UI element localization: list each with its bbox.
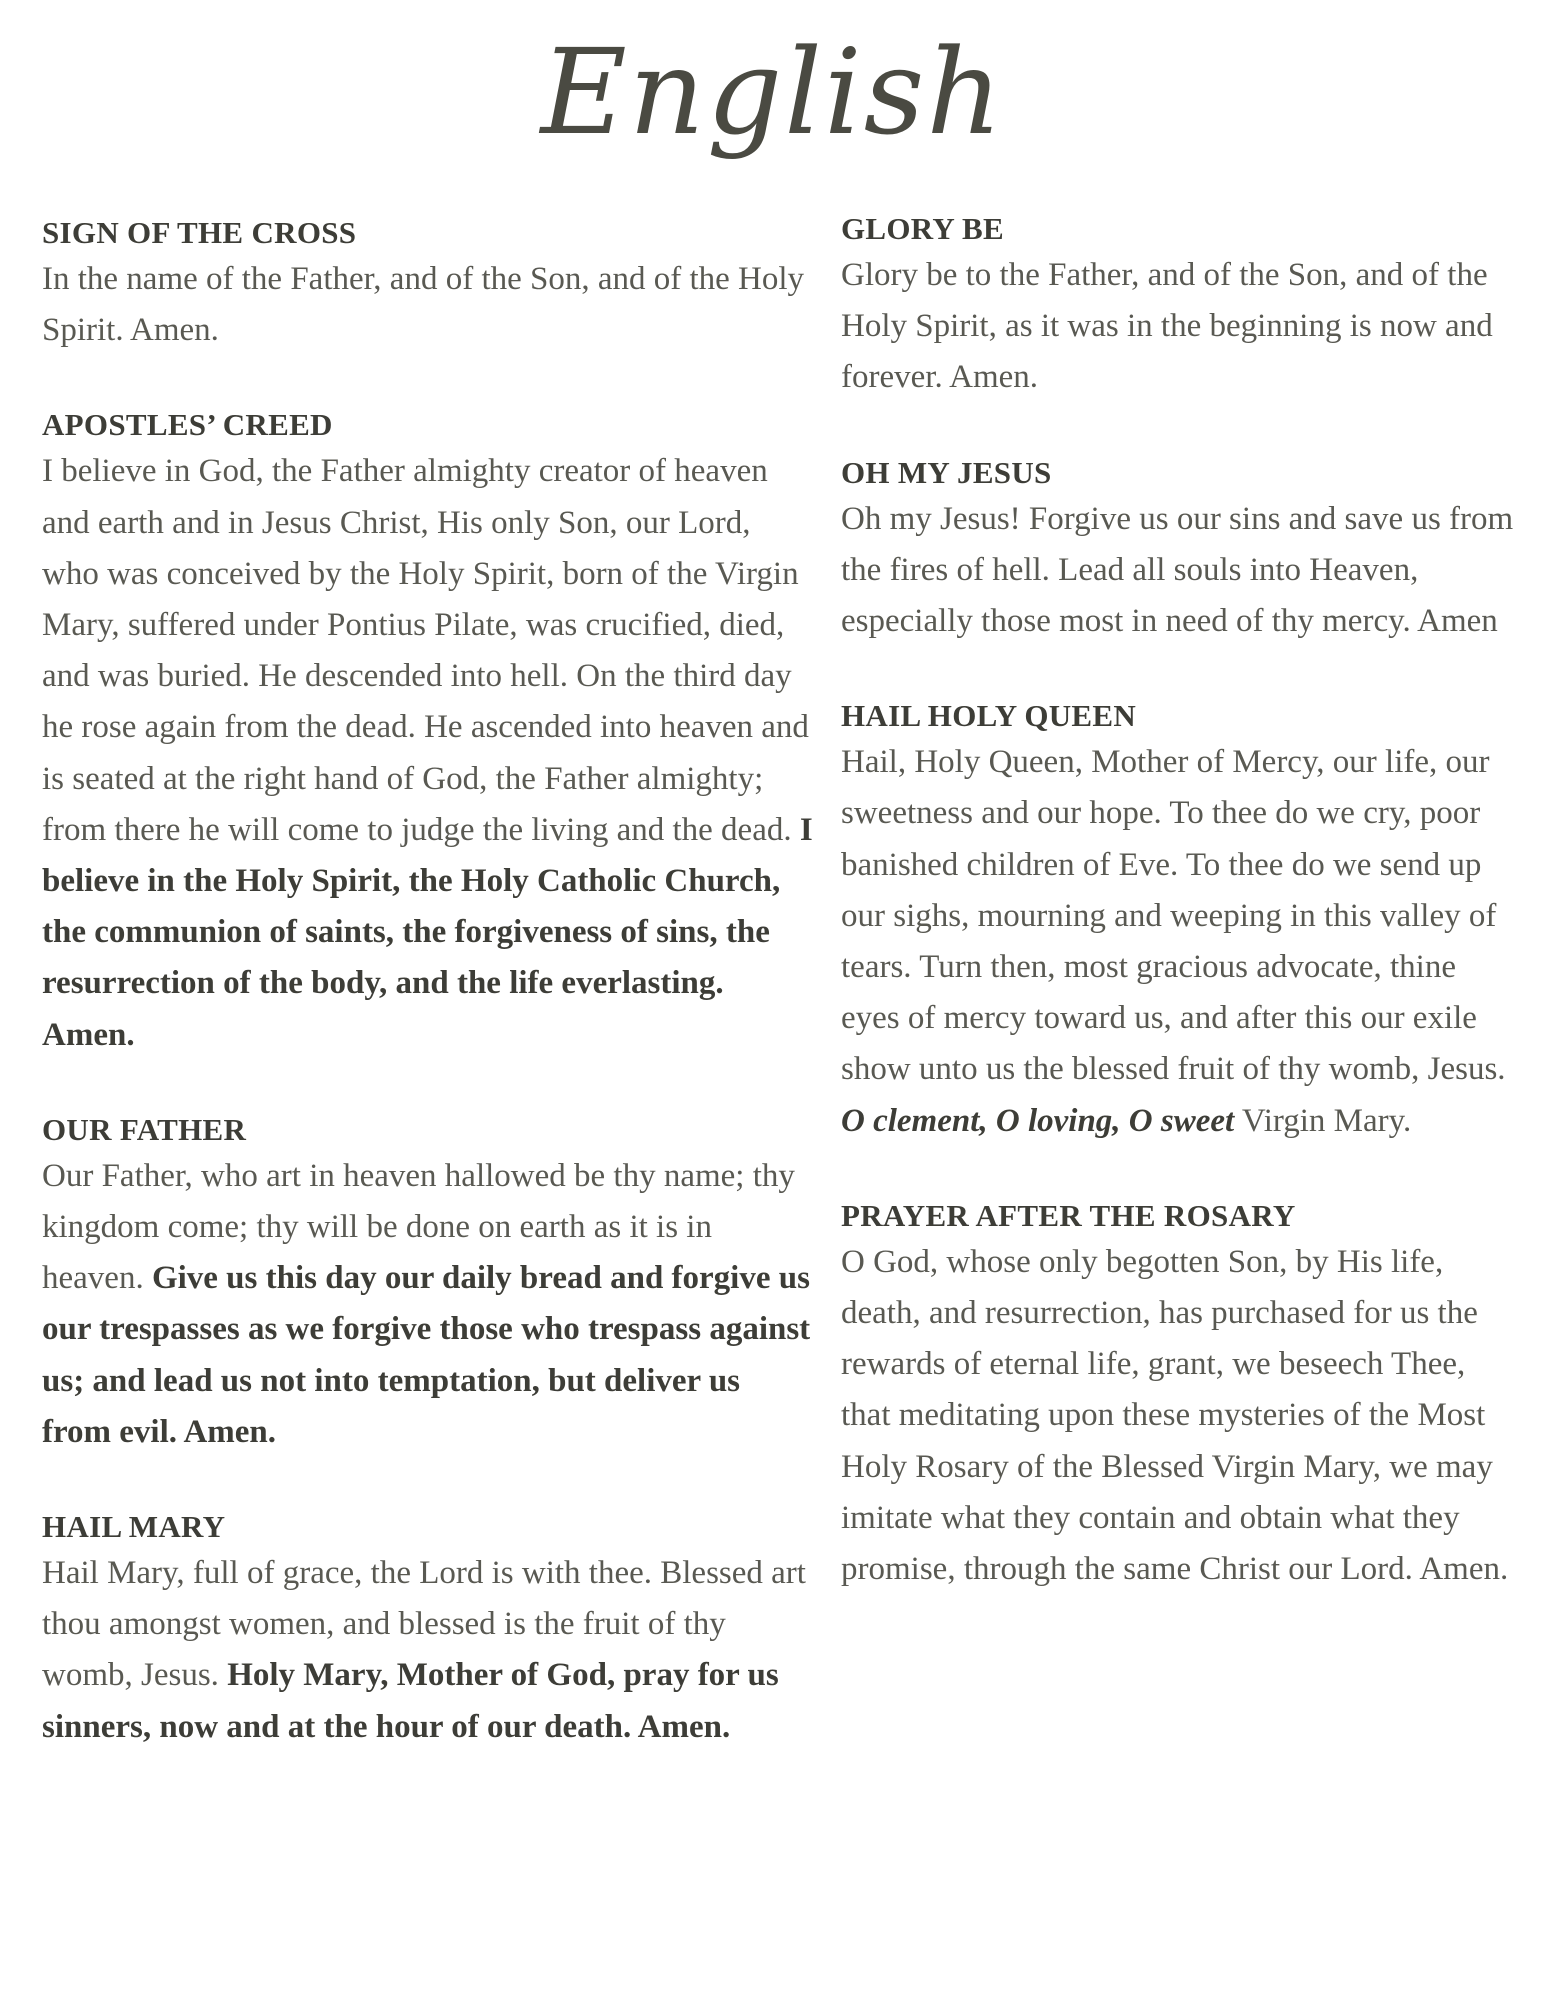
prayer-text [841, 1237, 1521, 1595]
prayer-text-regular: I believe in God, the Father almighty creator of heaven and earth and in Jesus Christ, His only Son, our Lord, who was conceived by the Holy Spirit, born of the Virgin Mary, suffered under Pontius Pilate, was crucified, died, and was buried. He descended into hell. On the third day he rose again from the dead. He ascended into heaven and is seated at the right hand of God, the Father almighty; from there he will come to judge the living and the dead. [42, 453, 809, 848]
prayer-heading: OUR FATHER [42, 1111, 247, 1147]
prayer-text [841, 250, 1521, 404]
left-column [42, 212, 814, 1801]
prayer-text-regular: Glory be to the Father, and of the Son, and of the Holy Spirit, as it was in the beginning is now and forever. Amen. [841, 257, 1493, 396]
prayer-heading: GLORY BE [841, 211, 1004, 246]
prayer-text-bold: I believe in the Holy Spirit, the Holy Catholic Church, the communion of saints, the forgiveness of sins, the resurrection of the body, and the life everlasting. Amen. [42, 811, 813, 1053]
prayer-hail-holy-queen [841, 695, 1521, 1147]
prayer-text-italic: O clement, O loving, O sweet [841, 1102, 1235, 1139]
prayer-heading: SIGN OF THE CROSS [42, 215, 357, 250]
prayer-oh-my-jesus [841, 452, 1521, 648]
prayer-hail-mary [42, 1506, 814, 1753]
prayer-text [42, 446, 814, 1060]
page-title: English [540, 23, 1005, 161]
prayer-text-tail: Virgin Mary. [1234, 1102, 1412, 1139]
prayer-text-bold: Holy Mary, Mother of God, pray for us sinners, now and at the hour of our death. Amen. [42, 1657, 779, 1745]
prayer-our-father [42, 1109, 814, 1458]
prayer-heading: HAIL MARY [42, 1509, 226, 1545]
prayer-text-regular: Oh my Jesus! Forgive us our sins and save us from the fires of hell. Lead all souls into Heaven, especially those most in need of thy mercy. Amen [841, 500, 1514, 640]
prayer-text-regular: Hail Mary, full of grace, the Lord is with thee. Blessed art thou amongst women, and blessed is the fruit of thy womb, Jesus. [42, 1555, 806, 1694]
prayer-text [42, 1151, 814, 1458]
prayer-text-regular: O God, whose only begotten Son, by His life, death, and resurrection, has purchased for us the rewards of eternal life, grant, we beseech Thee, that meditating upon these mysteries of the Most Holy Rosary of the Blessed Virgin Mary, we may imitate what they contain and obtain what they promise, through the same Christ our Lord. Amen. [841, 1243, 1509, 1588]
prayer-text-bold: Give us this day our daily bread and forgive us our trespasses as we forgive those who trespass against us; and lead us not into temptation, but deliver us from evil. Amen. [42, 1260, 811, 1450]
prayer-heading: OH MY JESUS [841, 454, 1052, 490]
prayer-text [42, 254, 814, 356]
prayer-text-regular: Our Father, who art in heaven hallowed be thy name; thy kingdom come; thy will be done on earth as it is in heaven. [42, 1157, 795, 1297]
prayer-glory-be [841, 208, 1521, 404]
prayer-text-regular: Hail, Holy Queen, Mother of Mercy, our life, our sweetness and our hope. To thee do we cry, poor banished children of Eve. To thee do we send up our sighs, mourning and weeping in this valley of tears. Turn then, most gracious advocate, thine eyes of mercy toward us, and after this our exile show unto us the blessed fruit of thy womb, Jesus. [841, 744, 1506, 1088]
prayer-text-regular: In the name of the Father, and of the Son, and of the Holy Spirit. Amen. [42, 261, 805, 349]
prayer-apostles-creed [42, 404, 814, 1060]
prayer-heading: HAIL HOLY QUEEN [841, 698, 1137, 734]
right-column [841, 208, 1521, 1643]
prayer-sign-of-the-cross [42, 212, 814, 356]
prayer-text [841, 494, 1521, 648]
prayer-after-the-rosary [841, 1195, 1521, 1595]
prayer-text [841, 737, 1521, 1147]
prayer-heading: PRAYER AFTER THE ROSARY [841, 1197, 1296, 1233]
prayer-text [42, 1548, 814, 1753]
prayer-heading: APOSTLES’ CREED [42, 407, 333, 443]
